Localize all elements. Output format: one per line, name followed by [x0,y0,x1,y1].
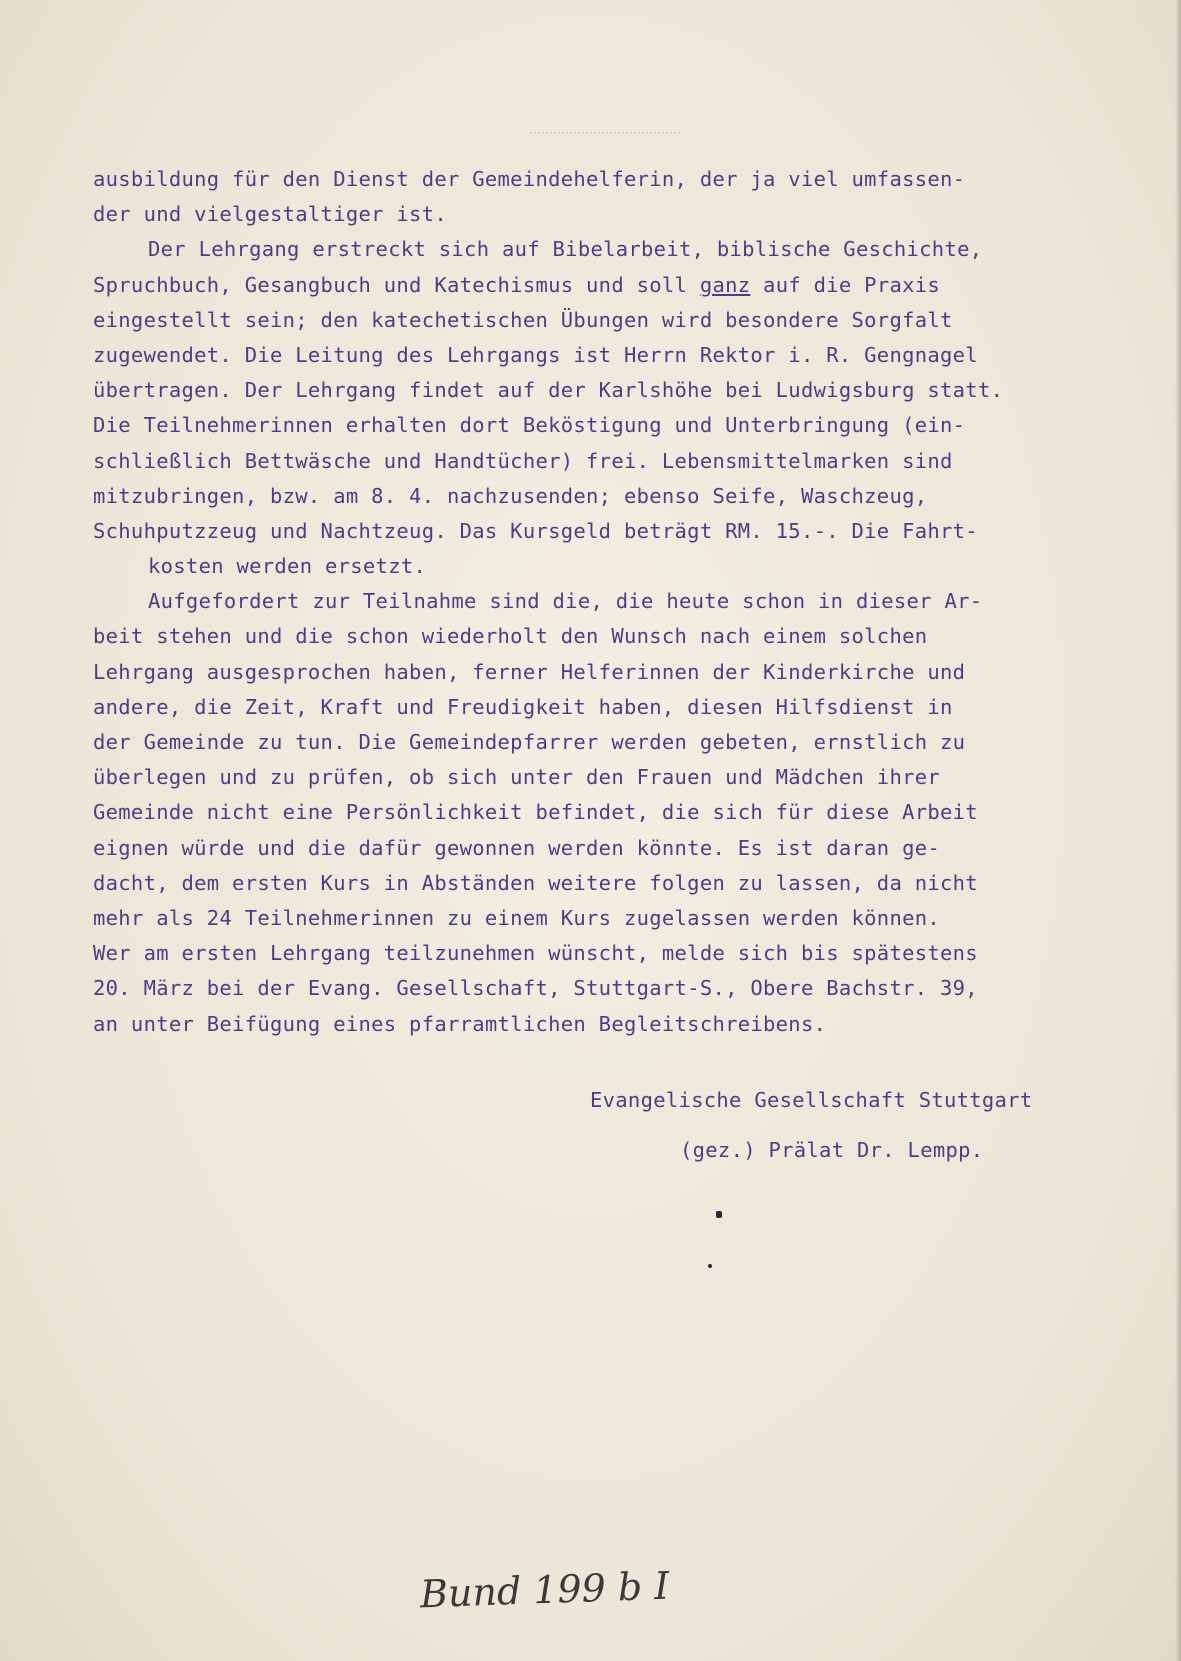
letter-body [93,162,1153,1042]
text-line-with-underline [93,268,1153,303]
text-line: übertragen. Der Lehrgang findet auf der Karlshöhe bei Ludwigsburg statt. [93,378,1004,403]
text-line: Aufgefordert zur Teilnahme sind die, die heute schon in dieser Ar- [148,589,983,614]
text-line: beit stehen und die schon wiederholt den Wunsch nach einem solchen [93,624,928,649]
text-line: Wer am ersten Lehrgang teilzunehmen wünscht, melde sich bis spätestens [93,941,978,966]
text-line: andere, die Zeit, Kraft und Freudigkeit haben, diesen Hilfsdienst in [93,694,953,719]
text-line: mitzubringen, bzw. am 8. 4. nachzusenden; ebenso Seife, Waschzeug, [93,483,928,508]
text-line: Schuhputzzeug und Nachtzeug. Das Kursgeld beträgt RM. 15.-. Die Fahrt- [93,518,978,543]
ink-speck [716,1211,722,1218]
text-line: schließlich Bettwäsche und Handtücher) frei. Lebensmittelmarken sind [93,448,953,473]
text-line: Gemeinde nicht eine Persönlichkeit befindet, die sich für diese Arbeit [93,800,978,825]
signature-organization: Evangelische Gesellschaft Stuttgart [590,1088,1033,1112]
text-line: dacht, dem ersten Kurs in Abständen weitere folgen zu lassen, da nicht [93,870,978,895]
handwritten-archive-note: Bund 199 b I [419,1563,671,1617]
text-line: eingestellt sein; den katechetischen Übungen wird besondere Sorgfalt [93,307,953,332]
text-line: mehr als 24 Teilnehmerinnen zu einem Kurs zugelassen werden können. [93,905,941,930]
text-line: der und vielgestaltiger ist. [93,202,447,227]
text-line: Lehrgang ausgesprochen haben, ferner Helferinnen der Kinderkirche und [93,659,966,684]
page-edge-shadow [1175,0,1181,1661]
text-line: 20. März bei der Evang. Gesellschaft, Stuttgart-S., Obere Bachstr. 39, [93,976,978,1001]
text-segment: Spruchbuch, Gesangbuch und Katechismus und soll [93,272,700,297]
text-line: an unter Beifügung eines pfarramtlichen Begleitschreibens. [93,1011,827,1036]
text-line: Der Lehrgang erstreckt sich auf Bibelarbeit, biblische Geschichte, [148,237,983,262]
underlined-word: ganz [699,272,751,297]
text-line: überlegen und zu prüfen, ob sich unter den Frauen und Mädchen ihrer [93,765,941,790]
text-line: der Gemeinde zu tun. Die Gemeindepfarrer werden gebeten, ernstlich zu [93,730,966,754]
faint-header-mark [530,132,680,140]
signature-signatory: (gez.) Prälat Dr. Lempp. [680,1138,984,1162]
text-line: kosten werden ersetzt. [148,554,427,579]
text-line: Die Teilnehmerinnen erhalten dort Beköstigung und Unterbringung (ein- [93,413,966,438]
text-line: eignen würde und die dafür gewonnen werden könnte. Es ist daran ge- [93,835,941,860]
text-line: ausbildung für den Dienst der Gemeindehelferin, der ja viel umfassen- [93,167,966,191]
ink-speck [708,1264,712,1268]
text-line: zugewendet. Die Leitung des Lehrgangs ist Herrn Rektor i. R. Gengnagel [93,342,978,367]
text-segment: auf die Praxis [750,272,941,297]
